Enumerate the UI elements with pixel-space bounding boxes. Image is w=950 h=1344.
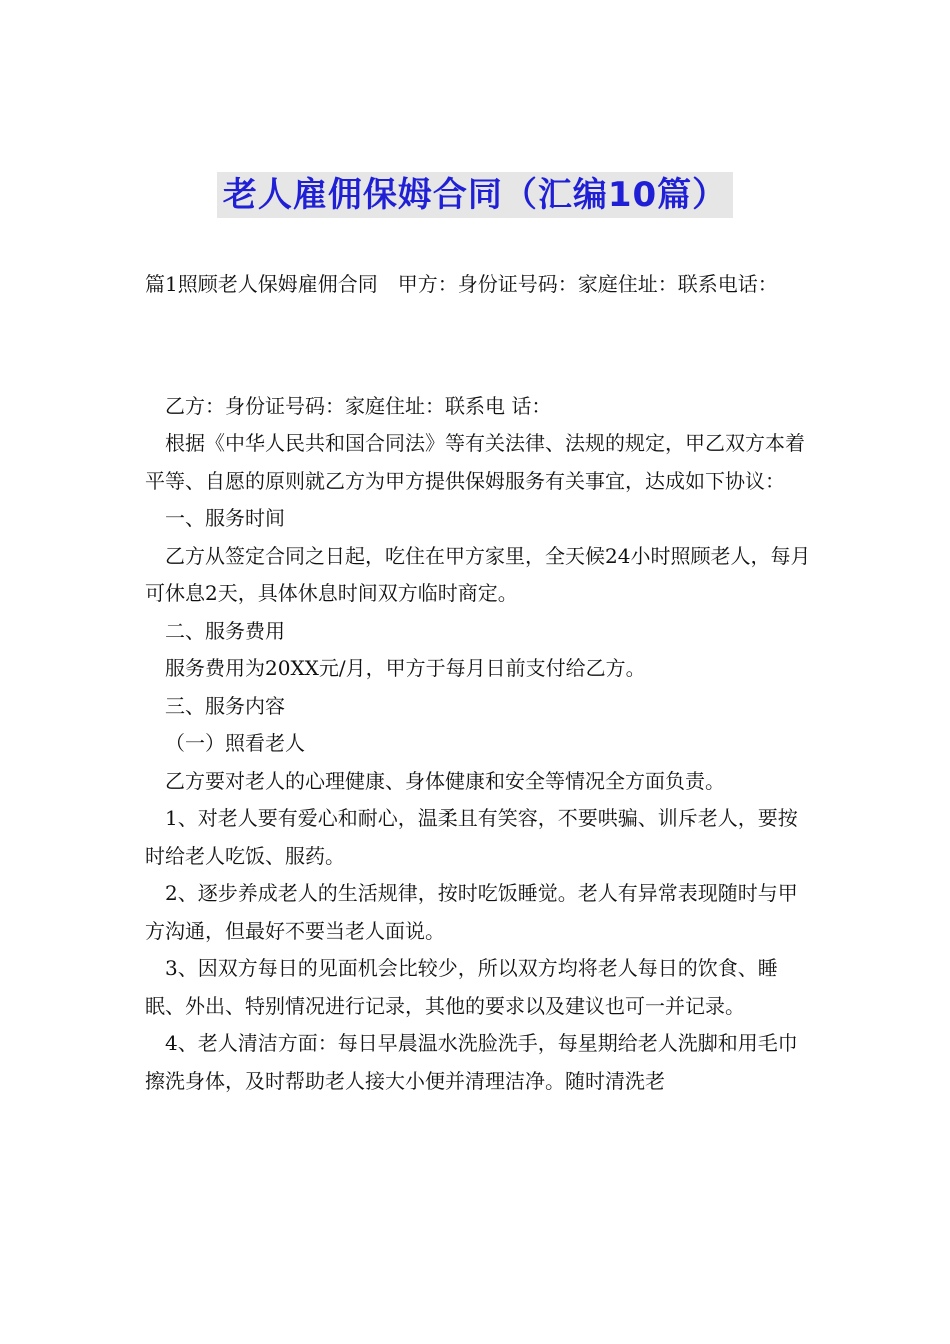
document-title: 老人雇佣保姆合同（汇编10篇）: [217, 172, 733, 218]
list-item: 1、对老人要有爱心和耐心，温柔且有笑容，不要哄骗、训斥老人，要按时给老人吃饭、服药。: [145, 806, 798, 868]
paragraph: 根据《中华人民共和国合同法》等有关法律、法规的规定，甲乙双方本着平等、自愿的原则就乙方为甲方提供保姆服务有关事宜，达成如下协议：: [145, 431, 805, 493]
section-heading: 二、服务费用: [165, 618, 285, 643]
party-a-info: 甲方：身份证号码：家庭住址：联系电话：: [397, 272, 778, 296]
paragraph: 乙方要对老人的心理健康、身体健康和安全等情况全方面负责。: [165, 768, 725, 793]
section-heading: 三、服务内容: [165, 693, 285, 718]
paragraph: 乙方从签定合同之日起，吃住在甲方家里，全天候24小时照顾老人，每月可休息2天，具体休息时间双方临时商定。: [145, 543, 811, 605]
list-item: 4、老人清洁方面：每日早晨温水洗脸洗手，每星期给老人洗脚和用毛巾擦洗身体，及时帮助老人接大小便并清理洁净。随时清洗老: [145, 1031, 798, 1093]
document-body: [145, 266, 813, 1100]
subsection-heading: （一）照看老人: [165, 731, 305, 755]
list-item: 2、逐步养成老人的生活规律，按时吃饭睡觉。老人有异常表现随时与甲方沟通，但最好不要当老人面说。: [145, 881, 798, 943]
paragraph: 乙方：身份证号码：家庭住址：联系电 话：: [165, 393, 552, 418]
list-item: 3、因双方每日的见面机会比较少，所以双方均将老人每日的饮食、睡眠、外出、特别情况进行记录，其他的要求以及建议也可一并记录。: [145, 956, 778, 1018]
title-container: [0, 172, 950, 218]
intro-heading: 篇1照顾老人保姆雇佣合同: [145, 272, 378, 296]
paragraph: 服务费用为20XX元/月，甲方于每月日前支付给乙方。: [165, 656, 646, 680]
intro-paragraph: [145, 266, 813, 304]
section-heading: 一、服务时间: [165, 506, 285, 530]
